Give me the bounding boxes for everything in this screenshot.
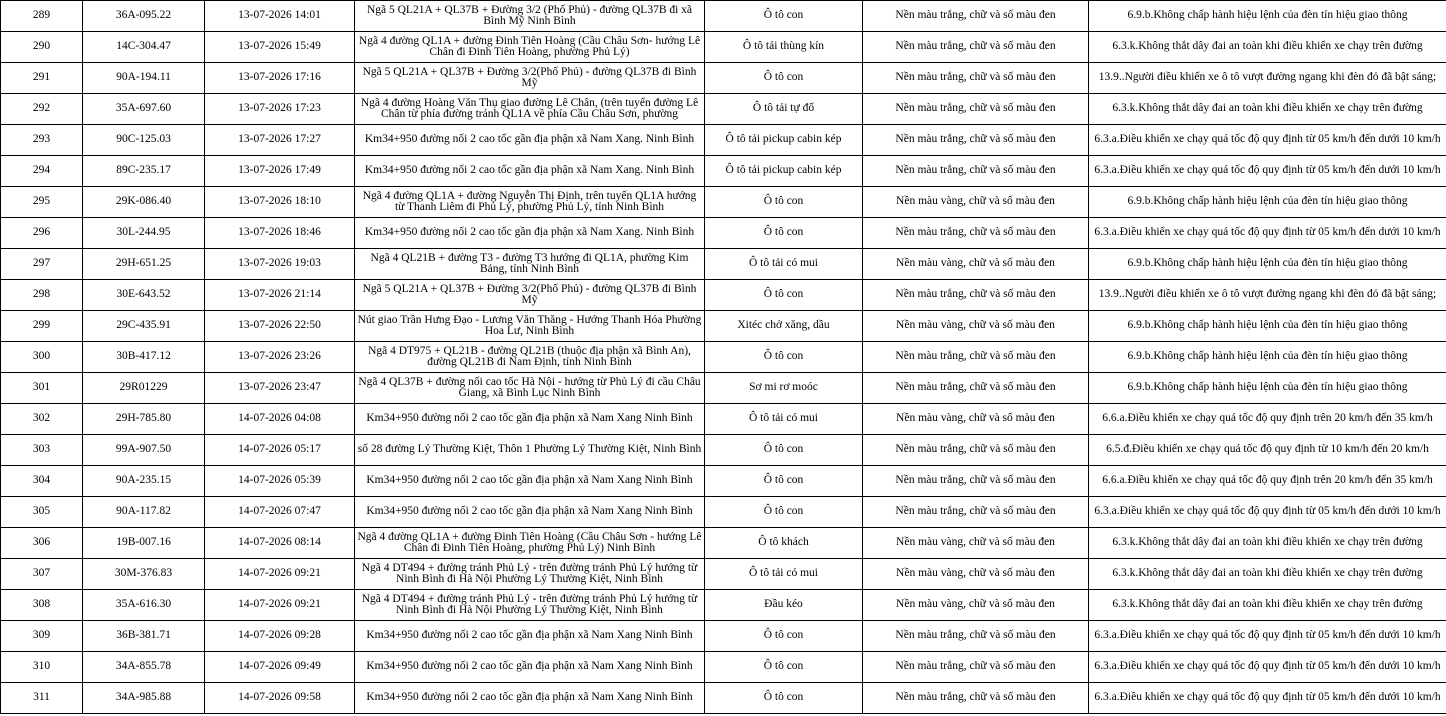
location-cell: Ngã 4 đường QL1A + đường Đinh Tiên Hoàng (Cầu Châu Sơn - hướng Lê Chân đi Đinh Tiên Hoàng, phường Phủ Lý) Ninh Bình [355,528,705,559]
violation-cell: 13.9..Người điều khiển xe ô tô vượt đường ngang khi đèn đỏ đã bật sáng; [1089,280,1446,311]
license-plate-cell: 99A-907.50 [83,435,205,466]
row-number-cell: 296 [1,218,83,249]
violation-time-cell: 13-07-2026 21:14 [205,280,355,311]
plate-color-cell: Nền màu trắng, chữ và số màu đen [863,1,1089,32]
vehicle-type-cell: Ô tô con [705,342,863,373]
violation-time-cell: 14-07-2026 07:47 [205,497,355,528]
vehicle-type-cell: Ô tô con [705,187,863,218]
table-row [1,187,1446,218]
row-number-cell: 303 [1,435,83,466]
violation-cell: 6.3.a.Điều khiển xe chạy quá tốc độ quy định từ 05 km/h đến dưới 10 km/h [1089,125,1446,156]
violation-time-cell: 13-07-2026 14:01 [205,1,355,32]
license-plate-cell: 35A-616.30 [83,590,205,621]
violation-time-cell: 14-07-2026 04:08 [205,404,355,435]
plate-color-cell: Nền màu vàng, chữ và số màu đen [863,404,1089,435]
location-cell: Ngã 4 đường Hoàng Văn Thụ giao đường Lê Chân, (trên tuyến đường Lê Chân từ phía đường tránh QL1A về phía Cầu Châu Sơn, phường [355,94,705,125]
location-cell: số 28 đường Lý Thường Kiệt, Thôn 1 Phường Lý Thường Kiệt, Ninh Bình [355,435,705,466]
row-number-cell: 306 [1,528,83,559]
vehicle-type-cell: Ô tô con [705,435,863,466]
location-cell: Ngã 4 QL21B + đường T3 - đường T3 hướng đi QL1A, phường Kim Bảng, tỉnh Ninh Bình [355,249,705,280]
violation-time-cell: 13-07-2026 22:50 [205,311,355,342]
violation-cell: 6.3.a.Điều khiển xe chạy quá tốc độ quy định từ 05 km/h đến dưới 10 km/h [1089,218,1446,249]
location-cell: Ngã 4 QL37B + đường nối cao tốc Hà Nội - hướng từ Phủ Lý đi cầu Châu Giang, xã Bình Lục Ninh Bình [355,373,705,404]
violation-cell: 6.9.b.Không chấp hành hiệu lệnh của đèn tín hiệu giao thông [1089,249,1446,280]
license-plate-cell: 30L-244.95 [83,218,205,249]
violation-cell: 6.6.a.Điều khiển xe chạy quá tốc độ quy định trên 20 km/h đến 35 km/h [1089,404,1446,435]
vehicle-type-cell: Ô tô con [705,1,863,32]
row-number-cell: 310 [1,652,83,683]
row-number-cell: 304 [1,466,83,497]
row-number-cell: 301 [1,373,83,404]
plate-color-cell: Nền màu trắng, chữ và số màu đen [863,621,1089,652]
violation-cell: 6.9.b.Không chấp hành hiệu lệnh của đèn tín hiệu giao thông [1089,1,1446,32]
violation-time-cell: 13-07-2026 17:16 [205,63,355,94]
table-row [1,249,1446,280]
vehicle-type-cell: Ô tô khách [705,528,863,559]
plate-color-cell: Nền màu trắng, chữ và số màu đen [863,218,1089,249]
row-number-cell: 298 [1,280,83,311]
plate-color-cell: Nền màu vàng, chữ và số màu đen [863,311,1089,342]
row-number-cell: 305 [1,497,83,528]
row-number-cell: 297 [1,249,83,280]
plate-color-cell: Nền màu vàng, chữ và số màu đen [863,559,1089,590]
table-row [1,683,1446,714]
violation-time-cell: 13-07-2026 17:23 [205,94,355,125]
plate-color-cell: Nền màu trắng, chữ và số màu đen [863,280,1089,311]
vehicle-type-cell: Ô tô con [705,466,863,497]
violation-time-cell: 13-07-2026 17:27 [205,125,355,156]
location-cell: Ngã 4 DT494 + đường tránh Phủ Lý - trên đường tránh Phủ Lý hướng từ Ninh Bình đi Hà Nội Phường Lý Thường Kiệt, Ninh Bình [355,590,705,621]
vehicle-type-cell: Ô tô tải có mui [705,404,863,435]
license-plate-cell: 90A-194.11 [83,63,205,94]
vehicle-type-cell: Ô tô con [705,621,863,652]
vehicle-type-cell: Ô tô con [705,652,863,683]
row-number-cell: 291 [1,63,83,94]
location-cell: Km34+950 đường nối 2 cao tốc gần địa phận xã Nam Xang. Ninh Bình [355,156,705,187]
violation-cell: 13.9..Người điều khiển xe ô tô vượt đường ngang khi đèn đỏ đã bật sáng; [1089,63,1446,94]
license-plate-cell: 30B-417.12 [83,342,205,373]
violation-time-cell: 14-07-2026 08:14 [205,528,355,559]
location-cell: Ngã 4 DT975 + QL21B - đường QL21B (thuộc địa phận xã Bình An), đường QL21B đi Nam Định, tỉnh Ninh Bình [355,342,705,373]
location-cell: Km34+950 đường nối 2 cao tốc gần địa phận xã Nam Xang Ninh Bình [355,652,705,683]
plate-color-cell: Nền màu trắng, chữ và số màu đen [863,63,1089,94]
vehicle-type-cell: Ô tô tải có mui [705,559,863,590]
license-plate-cell: 36A-095.22 [83,1,205,32]
violation-cell: 6.3.a.Điều khiển xe chạy quá tốc độ quy định từ 05 km/h đến dưới 10 km/h [1089,621,1446,652]
table-row [1,156,1446,187]
vehicle-type-cell: Ô tô con [705,497,863,528]
vehicle-type-cell: Ô tô tải tự đổ [705,94,863,125]
violation-cell: 6.3.k.Không thắt dây đai an toàn khi điều khiển xe chạy trên đường [1089,559,1446,590]
location-cell: Km34+950 đường nối 2 cao tốc gần địa phận xã Nam Xang Ninh Bình [355,466,705,497]
license-plate-cell: 90A-117.82 [83,497,205,528]
plate-color-cell: Nền màu vàng, chữ và số màu đen [863,528,1089,559]
license-plate-cell: 14C-304.47 [83,32,205,63]
violation-time-cell: 13-07-2026 17:49 [205,156,355,187]
vehicle-type-cell: Ô tô tải có mui [705,249,863,280]
plate-color-cell: Nền màu trắng, chữ và số màu đen [863,156,1089,187]
vehicle-type-cell: Đầu kéo [705,590,863,621]
table-row [1,94,1446,125]
license-plate-cell: 90C-125.03 [83,125,205,156]
table-row [1,404,1446,435]
vehicle-type-cell: Sơ mi rơ moóc [705,373,863,404]
violation-time-cell: 14-07-2026 09:49 [205,652,355,683]
table-row [1,373,1446,404]
license-plate-cell: 34A-855.78 [83,652,205,683]
row-number-cell: 290 [1,32,83,63]
plate-color-cell: Nền màu trắng, chữ và số màu đen [863,32,1089,63]
violation-time-cell: 13-07-2026 15:49 [205,32,355,63]
plate-color-cell: Nền màu trắng, chữ và số màu đen [863,435,1089,466]
table-row [1,435,1446,466]
location-cell: Km34+950 đường nối 2 cao tốc gần địa phận xã Nam Xang. Ninh Bình [355,218,705,249]
license-plate-cell: 29K-086.40 [83,187,205,218]
license-plate-cell: 29H-651.25 [83,249,205,280]
location-cell: Km34+950 đường nối 2 cao tốc gần địa phận xã Nam Xang Ninh Bình [355,683,705,714]
table-row [1,1,1446,32]
row-number-cell: 311 [1,683,83,714]
plate-color-cell: Nền màu trắng, chữ và số màu đen [863,94,1089,125]
violation-cell: 6.3.k.Không thắt dây đai an toàn khi điều khiển xe chạy trên đường [1089,94,1446,125]
table-row [1,621,1446,652]
violation-time-cell: 14-07-2026 05:17 [205,435,355,466]
table-row [1,32,1446,63]
violations-table-body [1,1,1446,714]
row-number-cell: 307 [1,559,83,590]
plate-color-cell: Nền màu trắng, chữ và số màu đen [863,683,1089,714]
license-plate-cell: 29H-785.80 [83,404,205,435]
row-number-cell: 308 [1,590,83,621]
violation-time-cell: 14-07-2026 05:39 [205,466,355,497]
license-plate-cell: 36B-381.71 [83,621,205,652]
violation-time-cell: 13-07-2026 19:03 [205,249,355,280]
location-cell: Km34+950 đường nối 2 cao tốc gần địa phận xã Nam Xang. Ninh Bình [355,125,705,156]
license-plate-cell: 29R01229 [83,373,205,404]
location-cell: Ngã 5 QL21A + QL37B + Đường 3/2(Phố Phủ) - đường QL37B đi Bình Mỹ [355,280,705,311]
vehicle-type-cell: Ô tô con [705,683,863,714]
table-row [1,652,1446,683]
violation-cell: 6.3.k.Không thắt dây đai an toàn khi điều khiển xe chạy trên đường [1089,32,1446,63]
table-row [1,497,1446,528]
violation-time-cell: 13-07-2026 23:47 [205,373,355,404]
plate-color-cell: Nền màu vàng, chữ và số màu đen [863,249,1089,280]
row-number-cell: 299 [1,311,83,342]
location-cell: Ngã 4 đường QL1A + đường Đinh Tiên Hoàng (Cầu Châu Sơn- hướng Lê Chân đi Đinh Tiên Hoàng, phường Phủ Lý) [355,32,705,63]
vehicle-type-cell: Ô tô con [705,63,863,94]
violation-cell: 6.9.b.Không chấp hành hiệu lệnh của đèn tín hiệu giao thông [1089,342,1446,373]
violation-cell: 6.3.a.Điều khiển xe chạy quá tốc độ quy định từ 05 km/h đến dưới 10 km/h [1089,683,1446,714]
table-row [1,63,1446,94]
location-cell: Km34+950 đường nối 2 cao tốc gần địa phận xã Nam Xang Ninh Bình [355,497,705,528]
violation-time-cell: 14-07-2026 09:21 [205,590,355,621]
row-number-cell: 295 [1,187,83,218]
vehicle-type-cell: Ô tô tải pickup cabin kép [705,125,863,156]
plate-color-cell: Nền màu trắng, chữ và số màu đen [863,497,1089,528]
table-row [1,590,1446,621]
license-plate-cell: 30E-643.52 [83,280,205,311]
violation-cell: 6.9.b.Không chấp hành hiệu lệnh của đèn tín hiệu giao thông [1089,311,1446,342]
license-plate-cell: 30M-376.83 [83,559,205,590]
vehicle-type-cell: Ô tô con [705,280,863,311]
location-cell: Km34+950 đường nối 2 cao tốc gần địa phận xã Nam Xang Ninh Bình [355,621,705,652]
row-number-cell: 300 [1,342,83,373]
location-cell: Nút giao Trần Hưng Đạo - Lương Văn Thăng - Hướng Thanh Hóa Phường Hoa Lư, Ninh Bình [355,311,705,342]
vehicle-type-cell: Ô tô tải pickup cabin kép [705,156,863,187]
row-number-cell: 309 [1,621,83,652]
table-row [1,342,1446,373]
violation-cell: 6.3.a.Điều khiển xe chạy quá tốc độ quy định từ 05 km/h đến dưới 10 km/h [1089,156,1446,187]
vehicle-type-cell: Xitéc chở xăng, dầu [705,311,863,342]
license-plate-cell: 19B-007.16 [83,528,205,559]
location-cell: Km34+950 đường nối 2 cao tốc gần địa phận xã Nam Xang Ninh Bình [355,404,705,435]
license-plate-cell: 89C-235.17 [83,156,205,187]
row-number-cell: 292 [1,94,83,125]
location-cell: Ngã 4 DT494 + đường tránh Phủ Lý - trên đường tránh Phủ Lý hướng từ Ninh Bình đi Hà Nội Phường Lý Thường Kiệt, Ninh Bình [355,559,705,590]
violation-time-cell: 13-07-2026 18:10 [205,187,355,218]
violation-time-cell: 14-07-2026 09:28 [205,621,355,652]
violation-time-cell: 14-07-2026 09:58 [205,683,355,714]
plate-color-cell: Nền màu vàng, chữ và số màu đen [863,187,1089,218]
location-cell: Ngã 5 QL21A + QL37B + Đường 3/2(Phố Phủ) - đường QL37B đi Bình Mỹ [355,63,705,94]
vehicle-type-cell: Ô tô con [705,218,863,249]
license-plate-cell: 34A-985.88 [83,683,205,714]
row-number-cell: 294 [1,156,83,187]
table-row [1,559,1446,590]
row-number-cell: 302 [1,404,83,435]
plate-color-cell: Nền màu trắng, chữ và số màu đen [863,125,1089,156]
table-row [1,466,1446,497]
table-row [1,280,1446,311]
plate-color-cell: Nền màu vàng, chữ và số màu đen [863,590,1089,621]
table-row [1,311,1446,342]
violation-cell: 6.3.a.Điều khiển xe chạy quá tốc độ quy định từ 05 km/h đến dưới 10 km/h [1089,497,1446,528]
violation-time-cell: 13-07-2026 23:26 [205,342,355,373]
violation-time-cell: 14-07-2026 09:21 [205,559,355,590]
violation-cell: 6.9.b.Không chấp hành hiệu lệnh của đèn tín hiệu giao thông [1089,187,1446,218]
plate-color-cell: Nền màu trắng, chữ và số màu đen [863,466,1089,497]
violation-cell: 6.9.b.Không chấp hành hiệu lệnh của đèn tín hiệu giao thông [1089,373,1446,404]
violation-cell: 6.3.k.Không thắt dây đai an toàn khi điều khiển xe chạy trên đường [1089,528,1446,559]
location-cell: Ngã 5 QL21A + QL37B + Đường 3/2 (Phố Phủ) - đường QL37B đi xã Bình Mỹ Ninh Bình [355,1,705,32]
location-cell: Ngã 4 đường QL1A + đường Nguyễn Thị Định, trên tuyến QL1A hướng từ Thanh Liêm đi Phủ Lý, phường Phủ Lý, tỉnh Ninh Bình [355,187,705,218]
license-plate-cell: 29C-435.91 [83,311,205,342]
plate-color-cell: Nền màu trắng, chữ và số màu đen [863,652,1089,683]
table-row [1,218,1446,249]
row-number-cell: 293 [1,125,83,156]
table-row [1,528,1446,559]
violation-cell: 6.3.k.Không thắt dây đai an toàn khi điều khiển xe chạy trên đường [1089,590,1446,621]
plate-color-cell: Nền màu trắng, chữ và số màu đen [863,342,1089,373]
plate-color-cell: Nền màu trắng, chữ và số màu đen [863,373,1089,404]
row-number-cell: 289 [1,1,83,32]
violation-time-cell: 13-07-2026 18:46 [205,218,355,249]
violation-cell: 6.6.a.Điều khiển xe chạy quá tốc độ quy định trên 20 km/h đến 35 km/h [1089,466,1446,497]
license-plate-cell: 35A-697.60 [83,94,205,125]
violation-cell: 6.3.a.Điều khiển xe chạy quá tốc độ quy định từ 05 km/h đến dưới 10 km/h [1089,652,1446,683]
table-row [1,125,1446,156]
vehicle-type-cell: Ô tô tải thùng kín [705,32,863,63]
license-plate-cell: 90A-235.15 [83,466,205,497]
violation-cell: 6.5.đ.Điều khiển xe chạy quá tốc độ quy định từ 10 km/h đến 20 km/h [1089,435,1446,466]
